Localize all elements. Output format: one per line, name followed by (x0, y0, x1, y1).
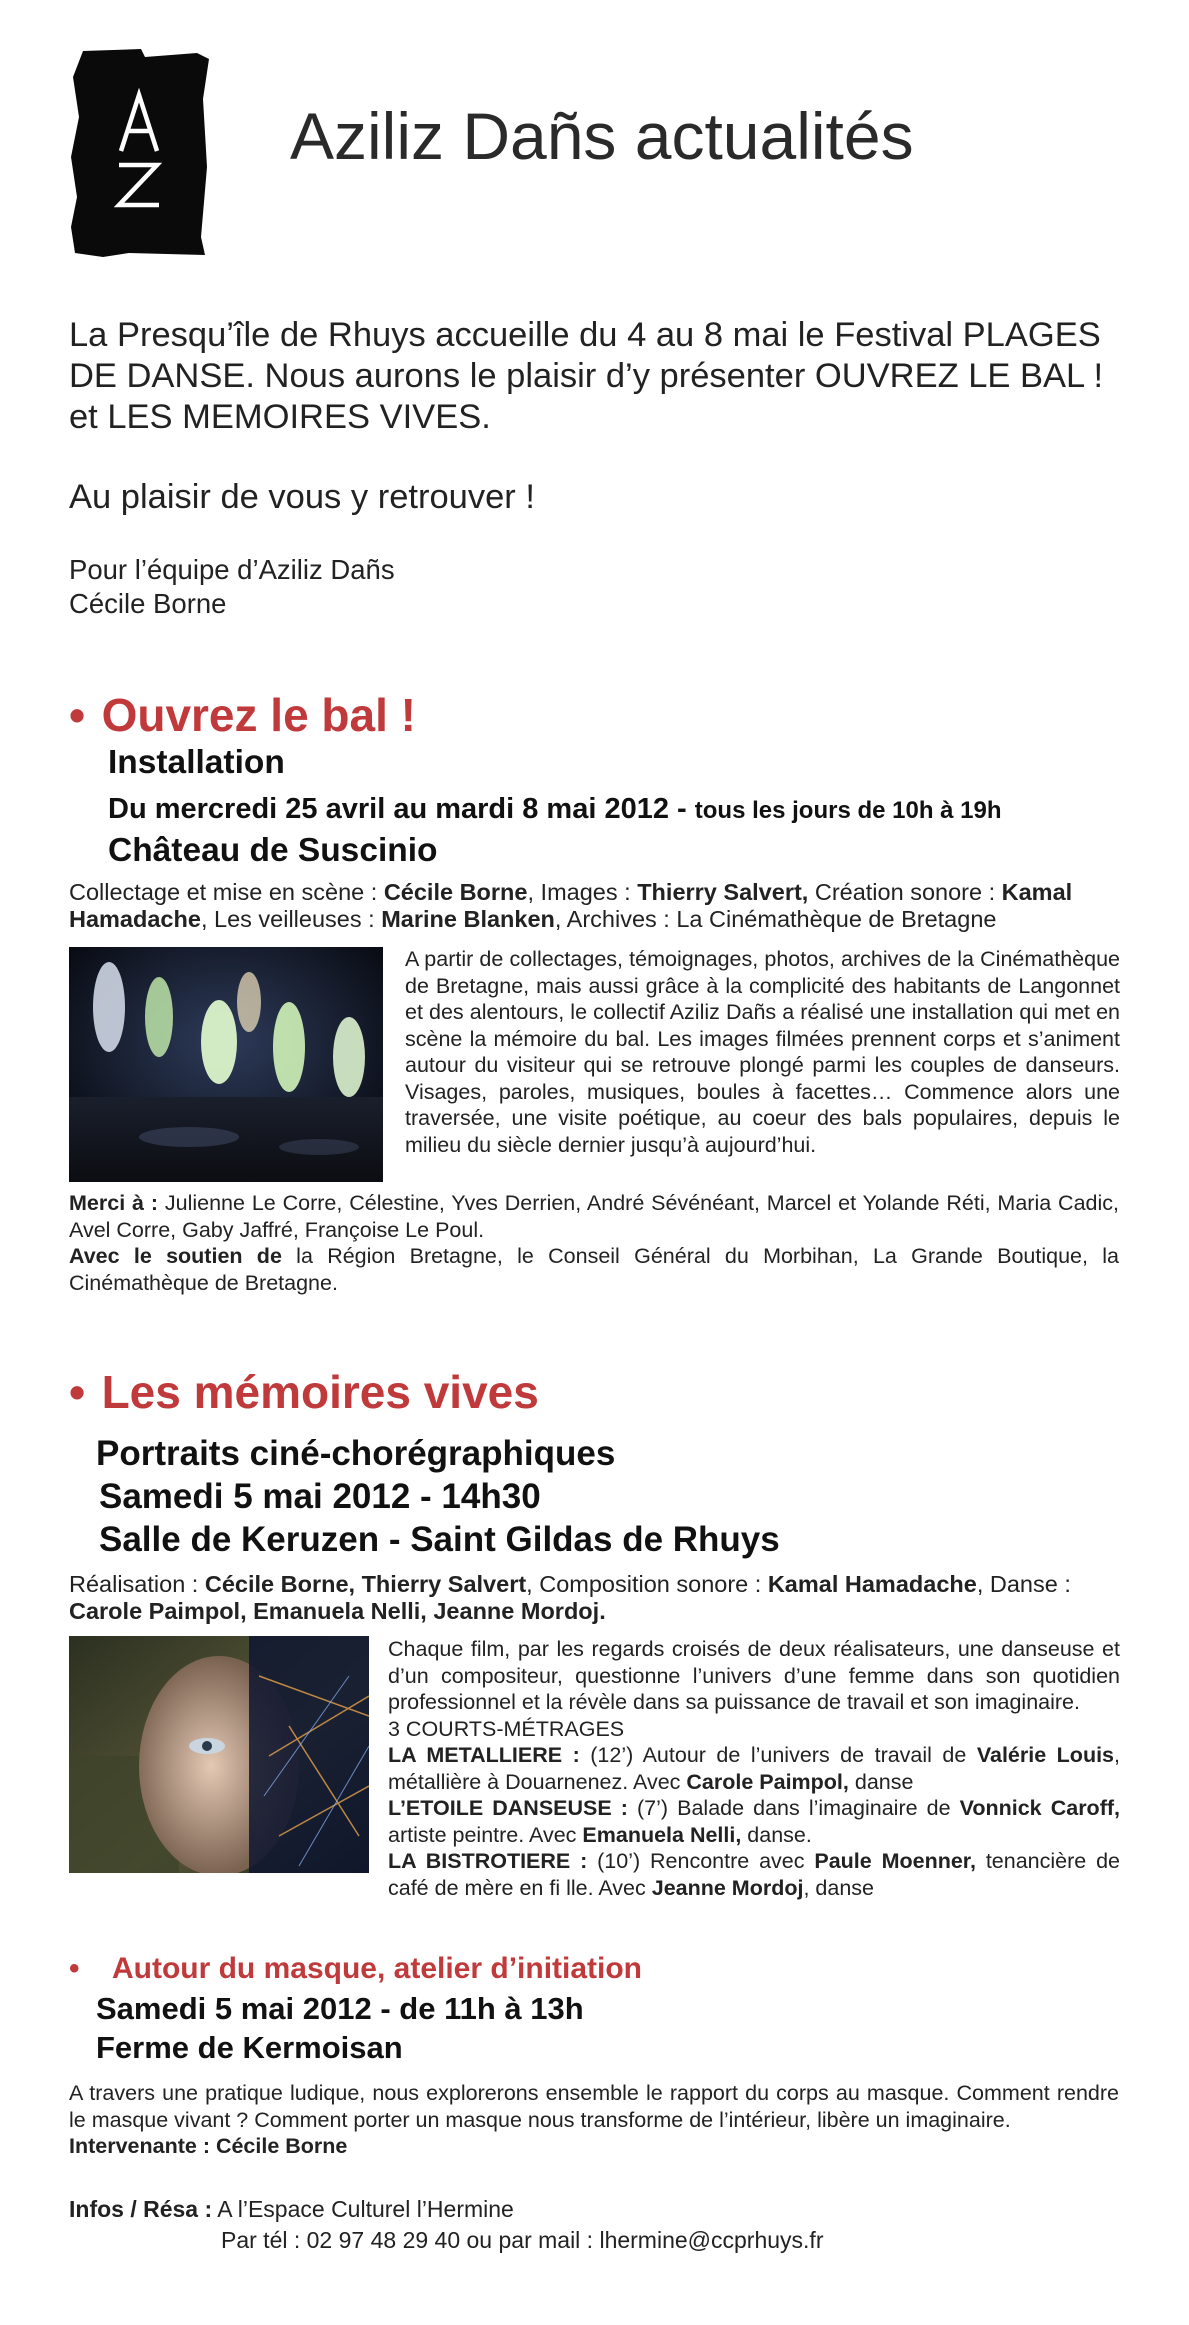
greeting: Au plaisir de vous y retrouver ! (69, 478, 535, 516)
signature-line-team: Pour l’équipe d’Aziliz Dañs (69, 554, 395, 585)
film-item (388, 1848, 1120, 1901)
film-text: artiste peintre. Avec (388, 1822, 583, 1847)
film-person: Valérie Louis (976, 1743, 1115, 1767)
section-credits (69, 1571, 1129, 1625)
info-place: A l’Espace Culturel l’Hermine (212, 2196, 514, 2222)
section-subtitle: Installation (108, 744, 285, 781)
page-title: Aziliz Dañs actualités (290, 99, 914, 173)
section-place: Château de Suscinio (108, 832, 438, 869)
credit-name: Cécile Borne, Thierry Salvert (204, 1571, 527, 1597)
portrait-photo (69, 1636, 369, 1873)
credit-text: , Composition sonore : (526, 1571, 768, 1597)
credit-text: , Les veilleuses : (200, 906, 382, 932)
credit-name: Marine Blanken (381, 906, 555, 932)
section-date: Samedi 5 mai 2012 - de 11h à 13h (96, 1991, 584, 2026)
film-person: Paule Moenner, (814, 1849, 976, 1873)
film-text: (7’) Balade dans l’imaginaire de (627, 1796, 960, 1820)
credit-text: , Images : (527, 879, 638, 905)
section-date (108, 793, 1002, 826)
support-names: la Région Bretagne, le Conseil Général du Morbihan, La Grande Boutique, la Cinémathèque de Bretagne. (69, 1244, 1119, 1295)
credit-name: Cécile Borne (383, 879, 528, 905)
support-label: Avec le soutien de (69, 1244, 282, 1268)
installation-photo (69, 947, 383, 1182)
workshop-text: A travers une pratique ludique, nous explorerons ensemble le rapport du corps au masque. Comment rendre le masque vivant ? Comment porter un masque nous transforme de l’intérieur, libère un imaginaire. (69, 2081, 1119, 2132)
film-text: danse (848, 1769, 914, 1794)
intro-text: La Presqu’île de Rhuys accueille du 4 au 8 mai le Festival PLAGES DE DANSE. Nous aurons le plaisir d’y présenter OUVREZ LE BAL ! et LES MEMOIRES VIVES. (69, 316, 1104, 436)
film-text: , danse (803, 1875, 874, 1900)
film-item (388, 1742, 1120, 1795)
bullet-icon: • (69, 689, 86, 741)
opening-hours: tous les jours de 10h à 19h (694, 797, 1002, 824)
section-title: Autour du masque, atelier d’initiation (111, 1952, 643, 1985)
bullet-icon: • (69, 1366, 86, 1418)
section-title: Ouvrez le bal ! (101, 689, 416, 741)
film-item (388, 1795, 1120, 1848)
credit-text: , Archives : La Cinémathèque de Bretagne (554, 906, 997, 932)
aziliz-dans-logo (69, 47, 215, 258)
section-masque-heading (69, 1952, 642, 1986)
credit-text: , Danse : (976, 1571, 1071, 1597)
info-contact: Par tél : 02 97 48 29 40 ou par mail : lhermine@ccprhuys.fr (221, 2227, 824, 2253)
film-text: (10’) Rencontre avec (587, 1849, 815, 1873)
section-date: Samedi 5 mai 2012 - 14h30 (99, 1477, 541, 1516)
credit-name: Kamal Hamadache (69, 879, 1073, 932)
section-memoires-vives-heading (69, 1365, 539, 1419)
film-person: Emanuela Nelli, (582, 1822, 742, 1847)
film-title: L’ETOILE DANSEUSE : (388, 1796, 628, 1820)
film-text: , métallière à Douarnenez. Avec (388, 1743, 1120, 1794)
section-description (69, 2080, 1119, 2160)
credit-text: Collectage et mise en scène : (69, 879, 384, 905)
film-text: tenancière de café de mère en fi lle. Avec (388, 1849, 1121, 1900)
film-person: Vonnick Caroff, (959, 1796, 1120, 1820)
film-title: LA METALLIERE : (388, 1743, 580, 1767)
credit-text: Création sonore : (808, 879, 1002, 905)
credit-name: Kamal Hamadache (767, 1571, 977, 1597)
speaker: Intervenante : Cécile Borne (69, 2134, 348, 2158)
section-title: Les mémoires vives (101, 1366, 539, 1418)
thanks-names: Julienne Le Corre, Célestine, Yves Derrien, André Sévénéant, Marcel et Yolande Réti, Maria Cadic, Avel Corre, Gaby Jaffré, Françoise Le Poul. (69, 1191, 1119, 1242)
date-range: Du mercredi 25 avril au mardi 8 mai 2012 - (108, 793, 687, 825)
section-description (388, 1636, 1120, 1901)
credit-name: Carole Paimpol, Emanuela Nelli, Jeanne Mordoj. (69, 1598, 606, 1624)
section-place: Salle de Keruzen - Saint Gildas de Rhuys (99, 1520, 780, 1559)
film-person: Jeanne Mordoj (651, 1875, 804, 1900)
film-text: (12’) Autour de l’univers de travail de (579, 1743, 977, 1767)
film-person: Carole Paimpol, (686, 1769, 849, 1794)
thanks-label: Merci à : (69, 1191, 159, 1215)
shorts-heading: 3 COURTS-MÉTRAGES (388, 1716, 625, 1741)
section-place: Ferme de Kermoisan (96, 2030, 403, 2065)
section-subtitle: Portraits ciné-chorégraphiques (96, 1434, 616, 1473)
thanks-text (69, 1190, 1119, 1296)
films-intro: Chaque film, par les regards croisés de deux réalisateurs, une danseuse et d’un compositeur, questionne l’univers d’une femme dans son quotidien professionnel et la révèle dans sa puissance de travail et son imaginaire. (388, 1637, 1120, 1714)
section-description: A partir de collectages, témoignages, photos, archives de la Cinémathèque de Bretagne, mais aussi grâce à la complicité des habitants de Langonnet et des alentours, le collectif Aziliz Dañs a réalisé une installation qui met en scène la mémoire du bal. Les images filmées prennent corps et s’animent autour du visiteur qui se retrouve plongé parmi les couples de danseurs. Visages, paroles, musiques, boules à facettes… Commence alors une traversée, une visite poétique, au coeur des bals populaires, depuis le milieu du siècle dernier jusqu’à aujourd’hui. (405, 947, 1120, 1157)
info-label: Infos / Résa : (69, 2196, 213, 2222)
signature (69, 553, 395, 621)
credit-text: Réalisation : (69, 1571, 205, 1597)
bullet-icon: • (69, 1952, 80, 1985)
film-text: danse. (741, 1822, 812, 1847)
section-ouvrez-le-bal-heading (69, 688, 416, 742)
credit-name: Thierry Salvert, (637, 879, 809, 905)
signature-line-name: Cécile Borne (69, 588, 227, 619)
section-credits (69, 879, 1129, 933)
film-title: LA BISTROTIERE : (388, 1849, 588, 1873)
info-block (69, 2194, 823, 2256)
